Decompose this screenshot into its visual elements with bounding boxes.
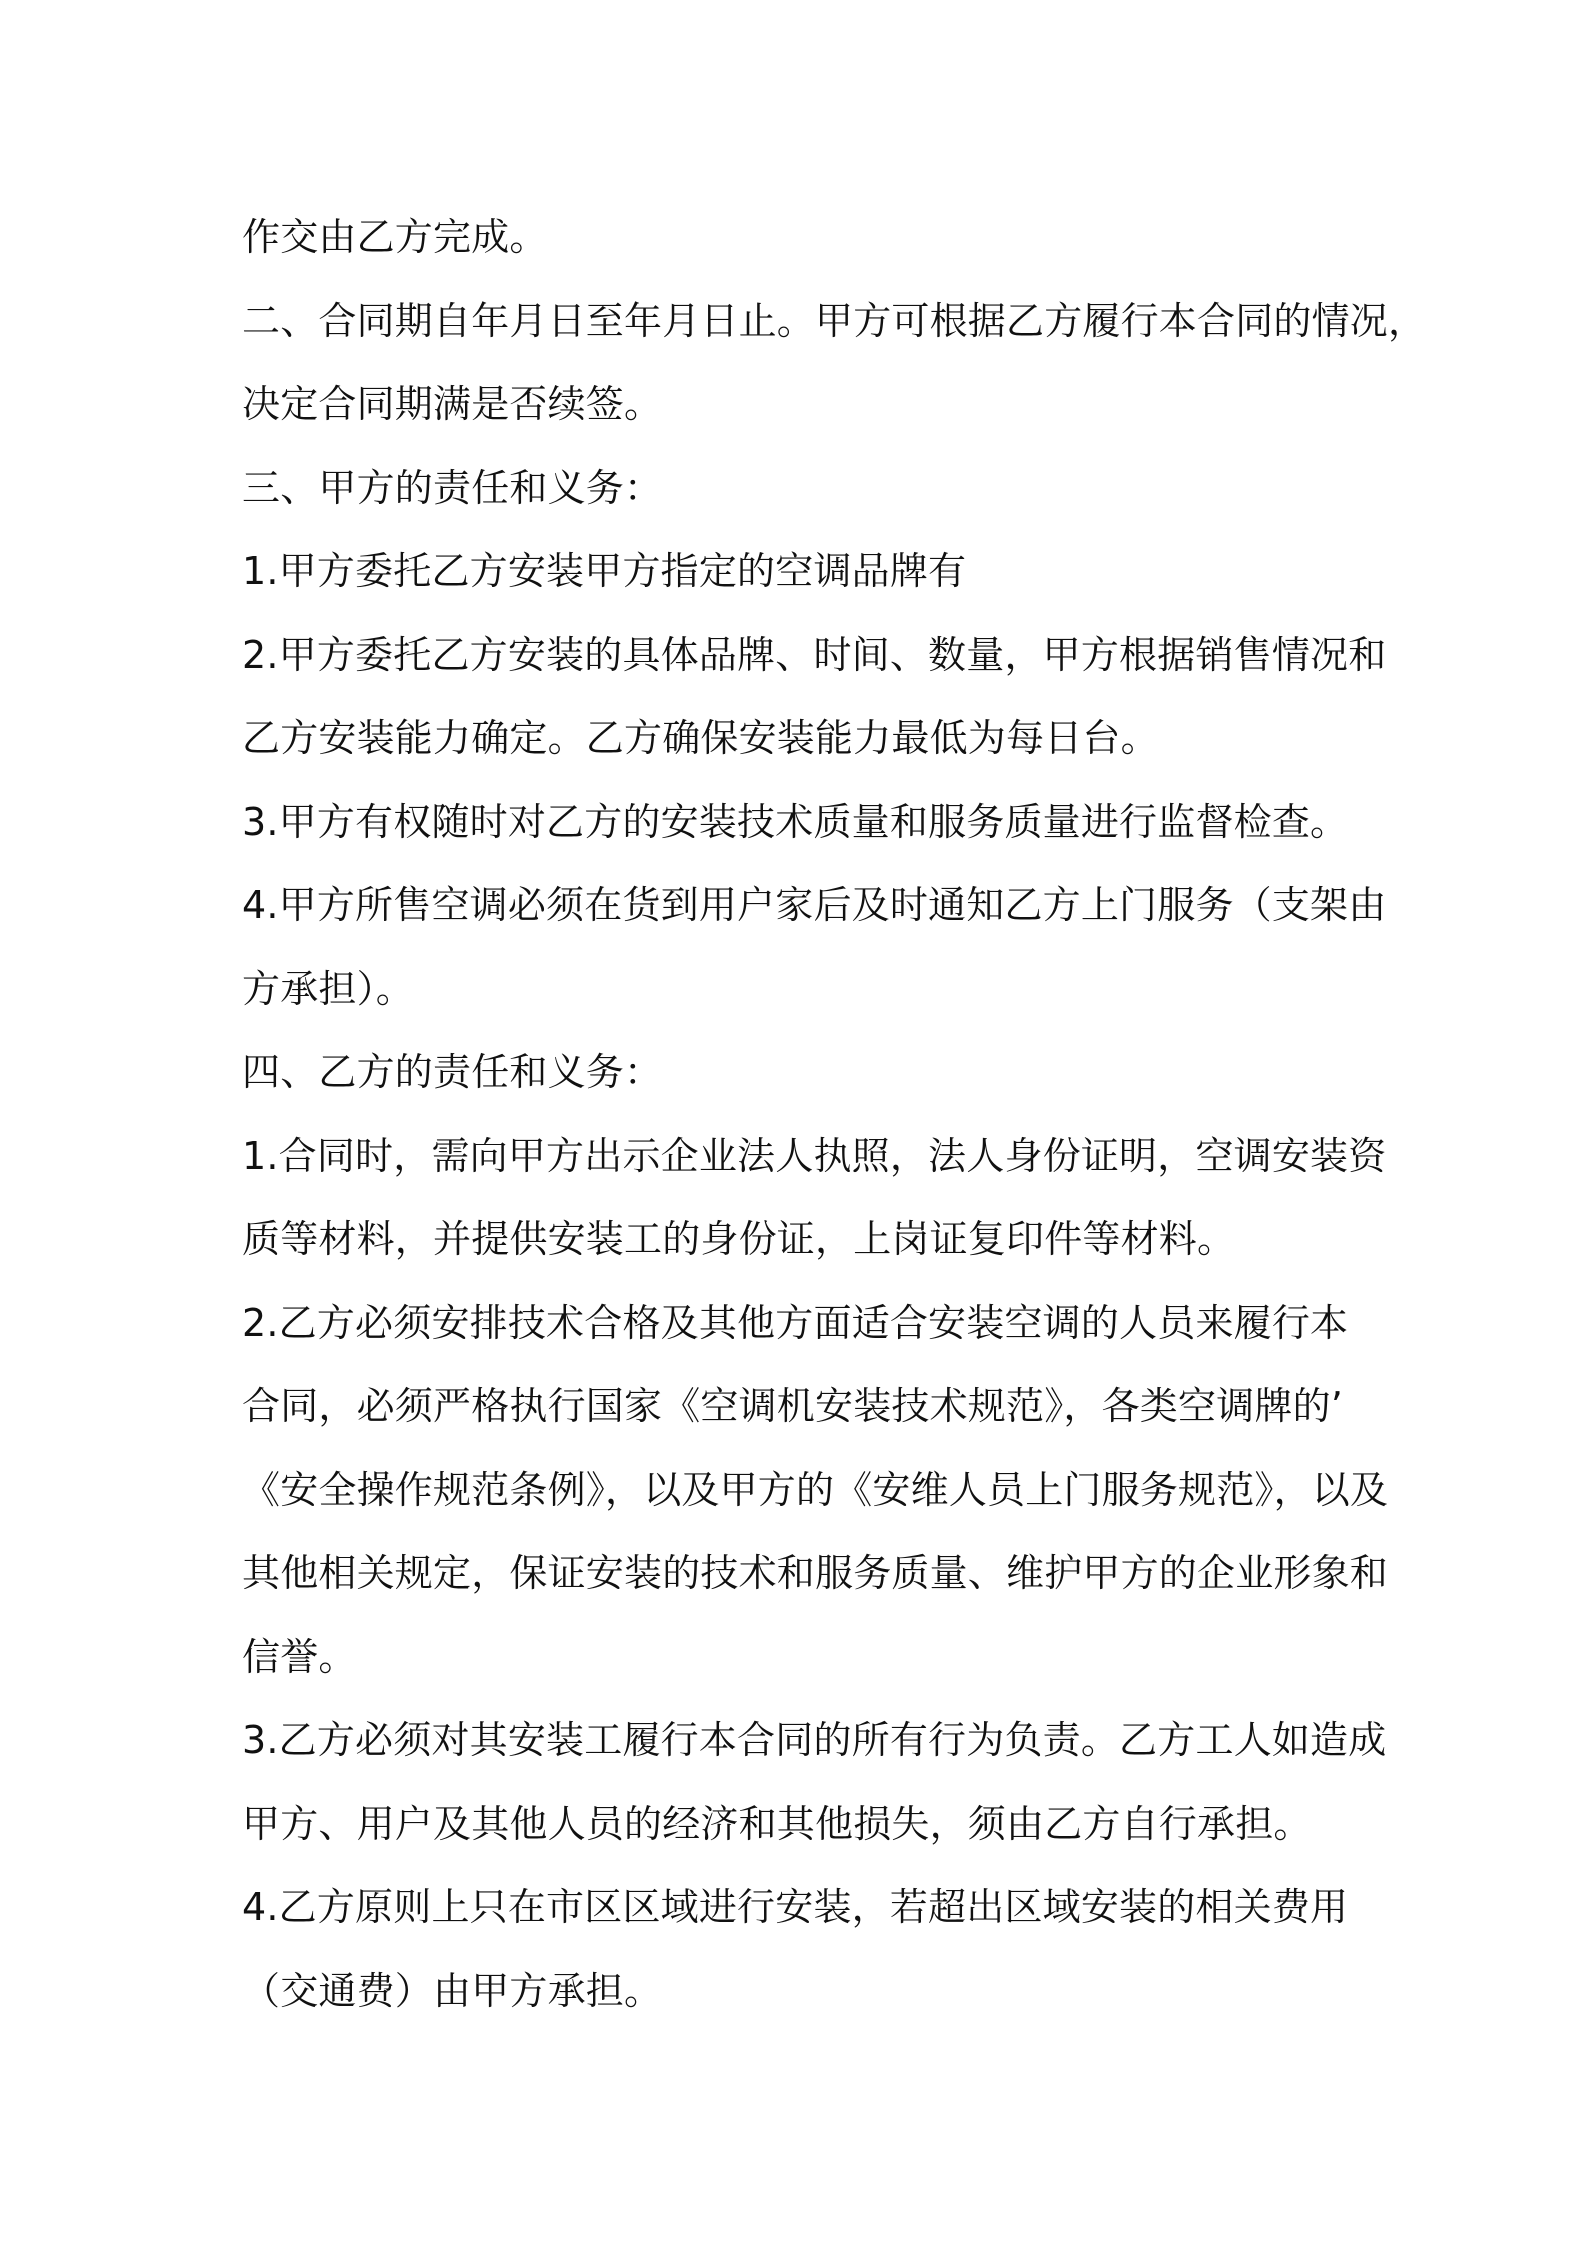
text-line: 作交由乙方完成。 bbox=[242, 215, 548, 259]
text-line: 1.甲方委托乙方安装甲方指定的空调品牌有 bbox=[242, 549, 967, 593]
text-line: 2.乙方必须安排技术合格及其他方面适合安装空调的人员来履行本 bbox=[242, 1300, 1349, 1345]
text-line: 信誉。 bbox=[242, 1634, 357, 1679]
section-heading: 四、乙方的责任和义务： bbox=[242, 1050, 663, 1094]
text-line: 4.乙方原则上只在市区区域进行安装，若超出区域安装的相关费用 bbox=[242, 1885, 1349, 1929]
text-line: 1.合同时，需向甲方出示企业法人执照，法人身份证明，空调安装资 bbox=[242, 1133, 1387, 1178]
text-line: 二、合同期自年月日至年月日止。甲方可根据乙方履行本合同的情况， bbox=[242, 298, 1427, 343]
text-line: 乙方安装能力确定。乙方确保安装能力最低为每日台。 bbox=[242, 716, 1159, 760]
text-line: 其他相关规定，保证安装的技术和服务质量、维护甲方的企业形象和 bbox=[242, 1551, 1389, 1595]
text-line: 方承担）。 bbox=[242, 966, 415, 1011]
text-line: 2.甲方委托乙方安装的具体品牌、时间、数量，甲方根据销售情况和 bbox=[242, 632, 1387, 677]
contract-body bbox=[242, 196, 1427, 2033]
text-line: 决定合同期满是否续签。 bbox=[242, 382, 663, 426]
text-line: 3.甲方有权随时对乙方的安装技术质量和服务质量进行监督检查。 bbox=[242, 799, 1349, 844]
text-line: （交通费）由甲方承担。 bbox=[242, 1968, 663, 2013]
text-line: 4.甲方所售空调必须在货到用户家后及时通知乙方上门服务（支架由 bbox=[242, 883, 1387, 927]
text-line: 质等材料，并提供安装工的身份证，上岗证复印件等材料。 bbox=[242, 1217, 1236, 1261]
text-line: 甲方、用户及其他人员的经济和其他损失，须由乙方自行承担。 bbox=[242, 1801, 1312, 1846]
text-line: 3.乙方必须对其安装工履行本合同的所有行为负责。乙方工人如造成 bbox=[242, 1718, 1387, 1762]
text-line: 《安全操作规范条例》，以及甲方的《安维人员上门服务规范》，以及 bbox=[242, 1467, 1389, 1512]
section-heading: 三、甲方的责任和义务： bbox=[242, 465, 663, 510]
text-line: 合同，必须严格执行国家《空调机安装技术规范》，各类空调牌的’ bbox=[242, 1384, 1344, 1428]
